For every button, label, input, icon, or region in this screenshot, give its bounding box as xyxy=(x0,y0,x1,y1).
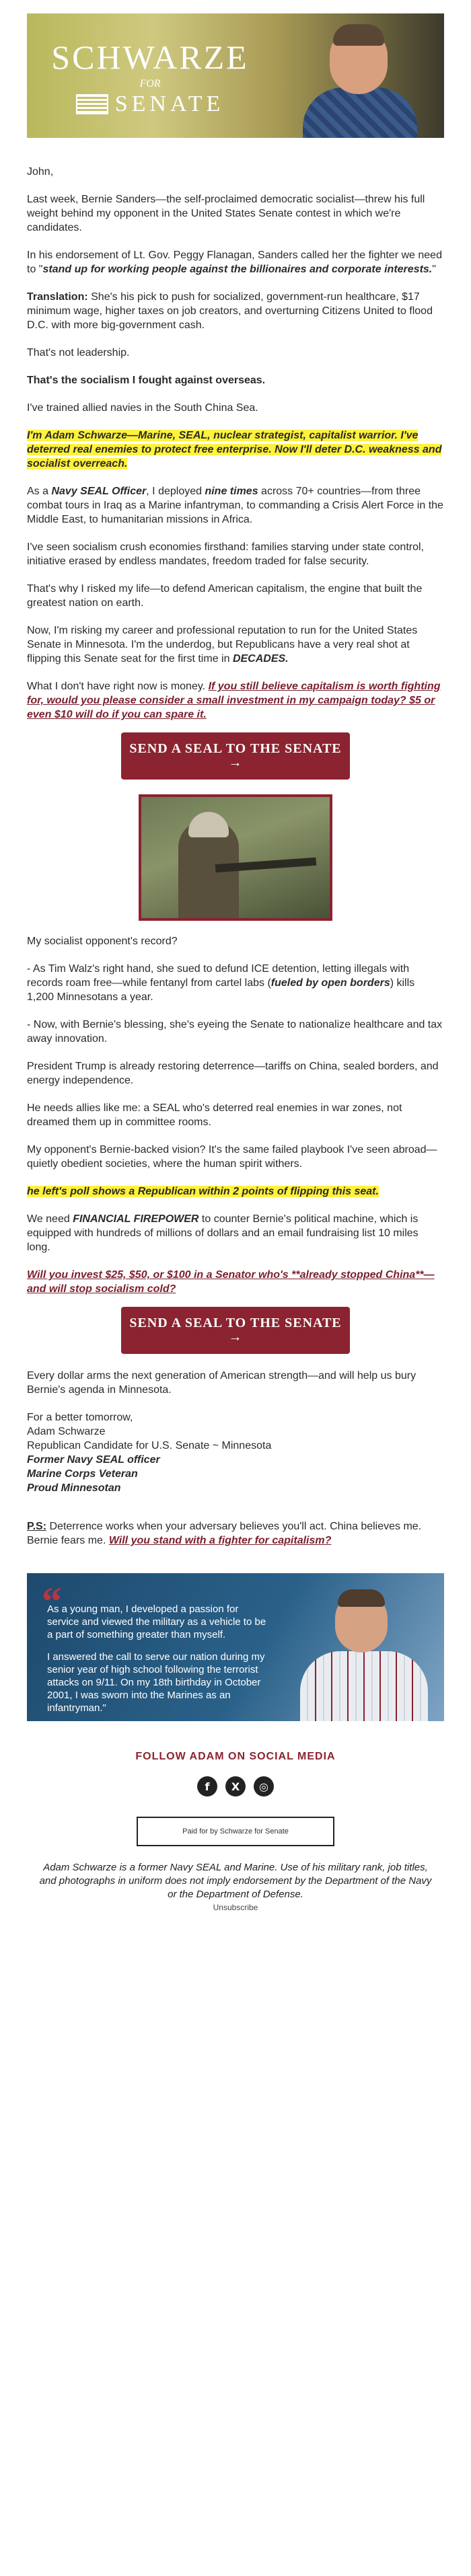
paragraph: I've seen socialism crush economies firsthand: families starving under state control, initiative erased by endless mandates, freedom traded for false security. xyxy=(27,541,424,567)
signer-credential: Former Navy SEAL officer xyxy=(27,1454,160,1466)
logo-senate: SENATE xyxy=(114,91,225,116)
text: " xyxy=(432,264,436,275)
letter-content xyxy=(27,165,444,1548)
paid-for-box: Paid for by Schwarze for Senate xyxy=(137,1817,334,1846)
bio-paragraph: I answered the call to serve our nation during my senior year of high school following the terrorist attacks on 9/11. On my 18th birthday in October 2001, I was sworn into the Marines as an infantryman." xyxy=(47,1651,265,1714)
paragraph: That's the socialism I fought against overseas. xyxy=(27,375,266,386)
highlighted-paragraph xyxy=(27,1184,444,1199)
text: Deterrence works when your adversary believes you'll act. China believes me. Bernie fears me. xyxy=(27,1521,422,1546)
logo-for: FOR xyxy=(139,78,161,89)
bio-paragraph: As a young man, I developed a passion for service and viewed the military as a vehicle to be a part of something greater than myself. xyxy=(47,1603,266,1640)
bold-text: nine times xyxy=(205,486,258,497)
flag-icon xyxy=(76,94,108,114)
campaign-logo xyxy=(39,40,261,117)
logo-senate-row xyxy=(39,91,261,117)
photo-helmet xyxy=(188,812,229,837)
signer-name: Adam Schwarze xyxy=(27,1426,106,1437)
facebook-icon[interactable]: f xyxy=(197,1776,217,1796)
text: What I don't have right now is money. xyxy=(27,681,209,692)
paragraph xyxy=(27,290,444,332)
paragraph: That's not leadership. xyxy=(27,347,130,358)
logo-name: SCHWARZE xyxy=(51,38,249,76)
text: - As Tim Walz's right hand, she sued to defund ICE detention, letting illegals with records roam free—while fentanyl from cartel labs ( xyxy=(27,963,410,989)
signature-block xyxy=(27,1410,444,1495)
paragraph: My opponent's Bernie-backed vision? It's the same failed playbook I've seen abroad—quietly obedient societies, where the human spirit withers. xyxy=(27,1144,437,1170)
paragraph: That's why I risked my life—to defend American capitalism, the engine that built the greatest nation on earth. xyxy=(27,583,423,609)
paragraph xyxy=(27,679,444,722)
text: In his endorsement of Lt. Gov. Peggy Flanagan, Sanders called her the fighter we need to " xyxy=(27,250,442,275)
greeting: John, xyxy=(27,166,54,178)
sign-off: For a better tomorrow, xyxy=(27,1412,133,1423)
social-heading: FOLLOW ADAM ON SOCIAL MEDIA xyxy=(135,1751,336,1762)
send-seal-button[interactable]: SEND A SEAL TO THE SENATE → xyxy=(121,732,350,780)
ps-label: P.S: xyxy=(27,1521,47,1532)
bold-text: Navy SEAL Officer xyxy=(51,486,147,497)
paragraph xyxy=(27,484,444,527)
portrait-body xyxy=(303,87,417,138)
quote-mark-icon: “ xyxy=(42,1579,62,1624)
bold-label: Translation: xyxy=(27,291,88,303)
signer-credential: Marine Corps Veteran xyxy=(27,1468,138,1480)
text: We need xyxy=(27,1213,73,1225)
highlight-text: he left's poll shows a Republican within 2 points of flipping this seat. xyxy=(27,1186,379,1197)
disclaimer: Adam Schwarze is a former Navy SEAL and Marine. Use of his military rank, job titles, and photographs in uniform does not imply endorsement by the Department of the Navy or the Department of Defense. xyxy=(39,1862,432,1900)
donate-link[interactable]: If you still believe capitalism is worth fighting for, would you please consider a small investment in my campaign today? $5 or even $10 will do if you can spare it. xyxy=(27,681,441,720)
paragraph xyxy=(27,623,444,666)
paragraph: - Now, with Bernie's blessing, she's eyeing the Senate to nationalize healthcare and tax away innovation. xyxy=(27,1019,443,1045)
paragraph xyxy=(27,962,444,1004)
email-body xyxy=(27,13,444,1912)
social-icons xyxy=(27,1776,444,1796)
text: She's his pick to push for socialized, government-run healthcare, $17 minimum wage, higher taxes on job creators, and overturning Citizens United to flood D.C. with more big-government cash. xyxy=(27,291,433,331)
x-icon[interactable]: X xyxy=(225,1776,246,1796)
text: , I deployed xyxy=(146,486,205,497)
text: across 70+ countries—from three combat tours in Iraq as a Marine infantryman, to commanding a Crisis Alert Force in the Middle East, to humanitarian missions in Africa. xyxy=(27,486,443,525)
bio-banner xyxy=(27,1573,444,1721)
signer-credential: Proud Minnesotan xyxy=(27,1482,121,1494)
paragraph: Last week, Bernie Sanders—the self-proclaimed democratic socialist—threw his full weight behind my opponent in the United States Senate contest in which we're candidates. xyxy=(27,194,425,233)
donate-link[interactable]: Will you stand with a fighter for capitalism? xyxy=(108,1535,332,1546)
paragraph: He needs allies like me: a SEAL who's deterred real enemies in war zones, not dreamed them up in committee rooms. xyxy=(27,1102,402,1128)
portrait-hair xyxy=(333,24,384,46)
paragraph xyxy=(27,248,444,276)
paragraph xyxy=(27,1268,444,1296)
paragraph: Every dollar arms the next generation of American strength—and will help us bury Bernie's agenda in Minnesota. xyxy=(27,1370,416,1396)
bio-quote xyxy=(47,1603,269,1721)
bold-text: fueled by open borders xyxy=(270,977,390,989)
text: ) kills 1,200 Minnesotans a year. xyxy=(27,977,415,1003)
highlighted-paragraph xyxy=(27,428,444,471)
candidate-portrait xyxy=(303,20,417,138)
paragraph: President Trump is already restoring deterrence—tariffs on China, sealed borders, and energy independence. xyxy=(27,1061,439,1086)
text: As a xyxy=(27,486,52,497)
postscript xyxy=(27,1519,444,1548)
signer-title: Republican Candidate for U.S. Senate ~ Minnesota xyxy=(27,1440,272,1451)
highlight-text: I'm Adam Schwarze—Marine, SEAL, nuclear strategist, capitalist warrior. I've deterred real enemies to protect free enterprise. Now I'll deter D.C. weakness and socialist overreach. xyxy=(27,430,442,469)
bio-portrait-hair xyxy=(338,1589,385,1607)
text: Now, I'm risking my career and professional reputation to run for the United States Senate in Minnesota. I'm the underdog, but Republicans have a very real shot at flipping this Senate seat for the first time in xyxy=(27,625,418,665)
text: to counter Bernie's political machine, which is equipped with hundreds of millions of dollars and an email fundraising list 10 miles long. xyxy=(27,1213,419,1253)
header-banner xyxy=(27,13,444,138)
bold-text: FINANCIAL FIREPOWER xyxy=(73,1213,199,1225)
paragraph: My socialist opponent's record? xyxy=(27,936,178,947)
send-seal-button[interactable]: SEND A SEAL TO THE SENATE → xyxy=(121,1307,350,1354)
unsubscribe-link[interactable]: Unsubscribe xyxy=(213,1903,258,1912)
instagram-icon[interactable]: ◎ xyxy=(254,1776,274,1796)
bold-text: DECADES. xyxy=(232,653,289,665)
bio-portrait-body xyxy=(300,1651,428,1721)
paragraph xyxy=(27,1212,444,1254)
donate-link[interactable]: Will you invest $25, $50, or $100 in a Senator who's **already stopped China**—and will stop socialism cold? xyxy=(27,1269,435,1295)
soldier-photo xyxy=(139,794,332,921)
bio-portrait xyxy=(300,1584,428,1721)
quote-text: stand up for working people against the billionaires and corporate interests. xyxy=(42,264,433,275)
paragraph: I've trained allied navies in the South China Sea. xyxy=(27,402,258,414)
